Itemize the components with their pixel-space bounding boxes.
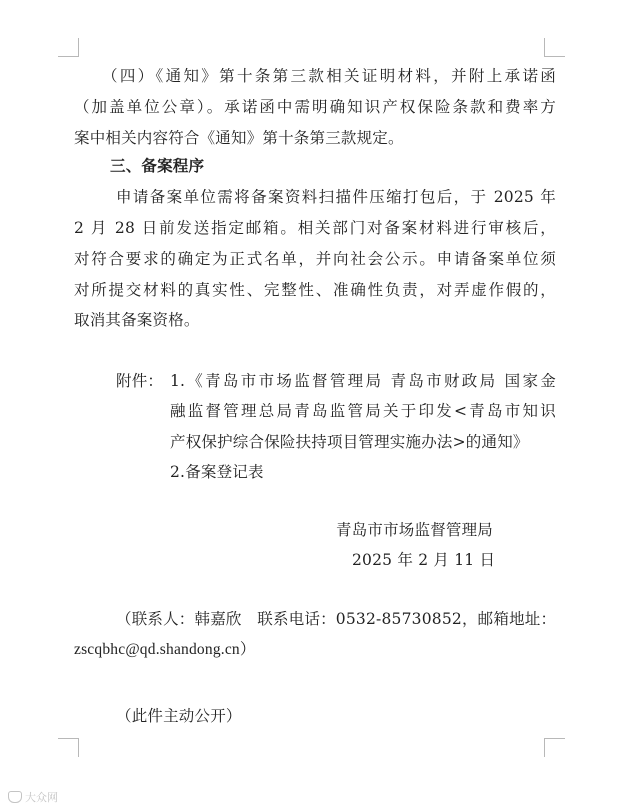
- crop-mark-bottom-left: [58, 738, 79, 757]
- crop-mark-bottom-right: [544, 738, 565, 757]
- section-3-heading: 三、备案程序: [110, 157, 205, 175]
- section-3-line-3: 对符合要求的确定为正式名单，并向社会公示。申请备案单位须: [74, 250, 556, 268]
- watermark-text: 大众网: [25, 791, 58, 804]
- attachment-1-line-2: 融监督管理总局青岛监管局关于印发<青岛市知识: [170, 402, 556, 420]
- section-3-line-2: 2 月 28 日前发送指定邮箱。相关部门对备案材料进行审核后，: [74, 219, 556, 237]
- paragraph-4-line-1: （四）《通知》第十条第三款相关证明材料，并附上承诺函: [102, 67, 556, 85]
- attachment-1-line-1: 1.《青岛市市场监督管理局 青岛市财政局 国家金: [170, 372, 556, 390]
- contact-line-1: （联系人：韩嘉欣 联系电话：0532-85730852，邮箱地址：: [116, 610, 557, 628]
- paragraph-4-line-3: 案中相关内容符合《通知》第十条第三款规定。: [74, 129, 404, 147]
- section-3-line-1: 申请备案单位需将备案资料扫描件压缩打包后，于 2025 年: [116, 188, 556, 206]
- attachment-2: 2.备案登记表: [170, 463, 264, 481]
- crop-mark-top-left: [58, 38, 79, 57]
- paragraph-4-line-2: （加盖单位公章）。承诺函中需明确知识产权保险条款和费率方: [74, 98, 556, 116]
- crop-mark-top-right: [544, 38, 565, 57]
- watermark: [8, 789, 58, 805]
- attachment-1-line-3: 产权保护综合保险扶持项目管理实施办法>的通知》: [170, 433, 529, 451]
- disclosure-note: （此件主动公开）: [116, 707, 242, 725]
- signature-organization: 青岛市市场监督管理局: [336, 521, 494, 539]
- signature-date: 2025 年 2 月 11 日: [352, 551, 496, 569]
- section-3-line-4: 对所提交材料的真实性、完整性、准确性负责，对弄虚作假的，: [74, 281, 556, 299]
- contact-email[interactable]: zscqbhc@qd.shandong.cn）: [74, 641, 256, 658]
- watermark-logo-icon: [8, 791, 22, 803]
- section-3-line-5: 取消其备案资格。: [74, 311, 200, 329]
- attachments-label: 附件：: [116, 372, 164, 390]
